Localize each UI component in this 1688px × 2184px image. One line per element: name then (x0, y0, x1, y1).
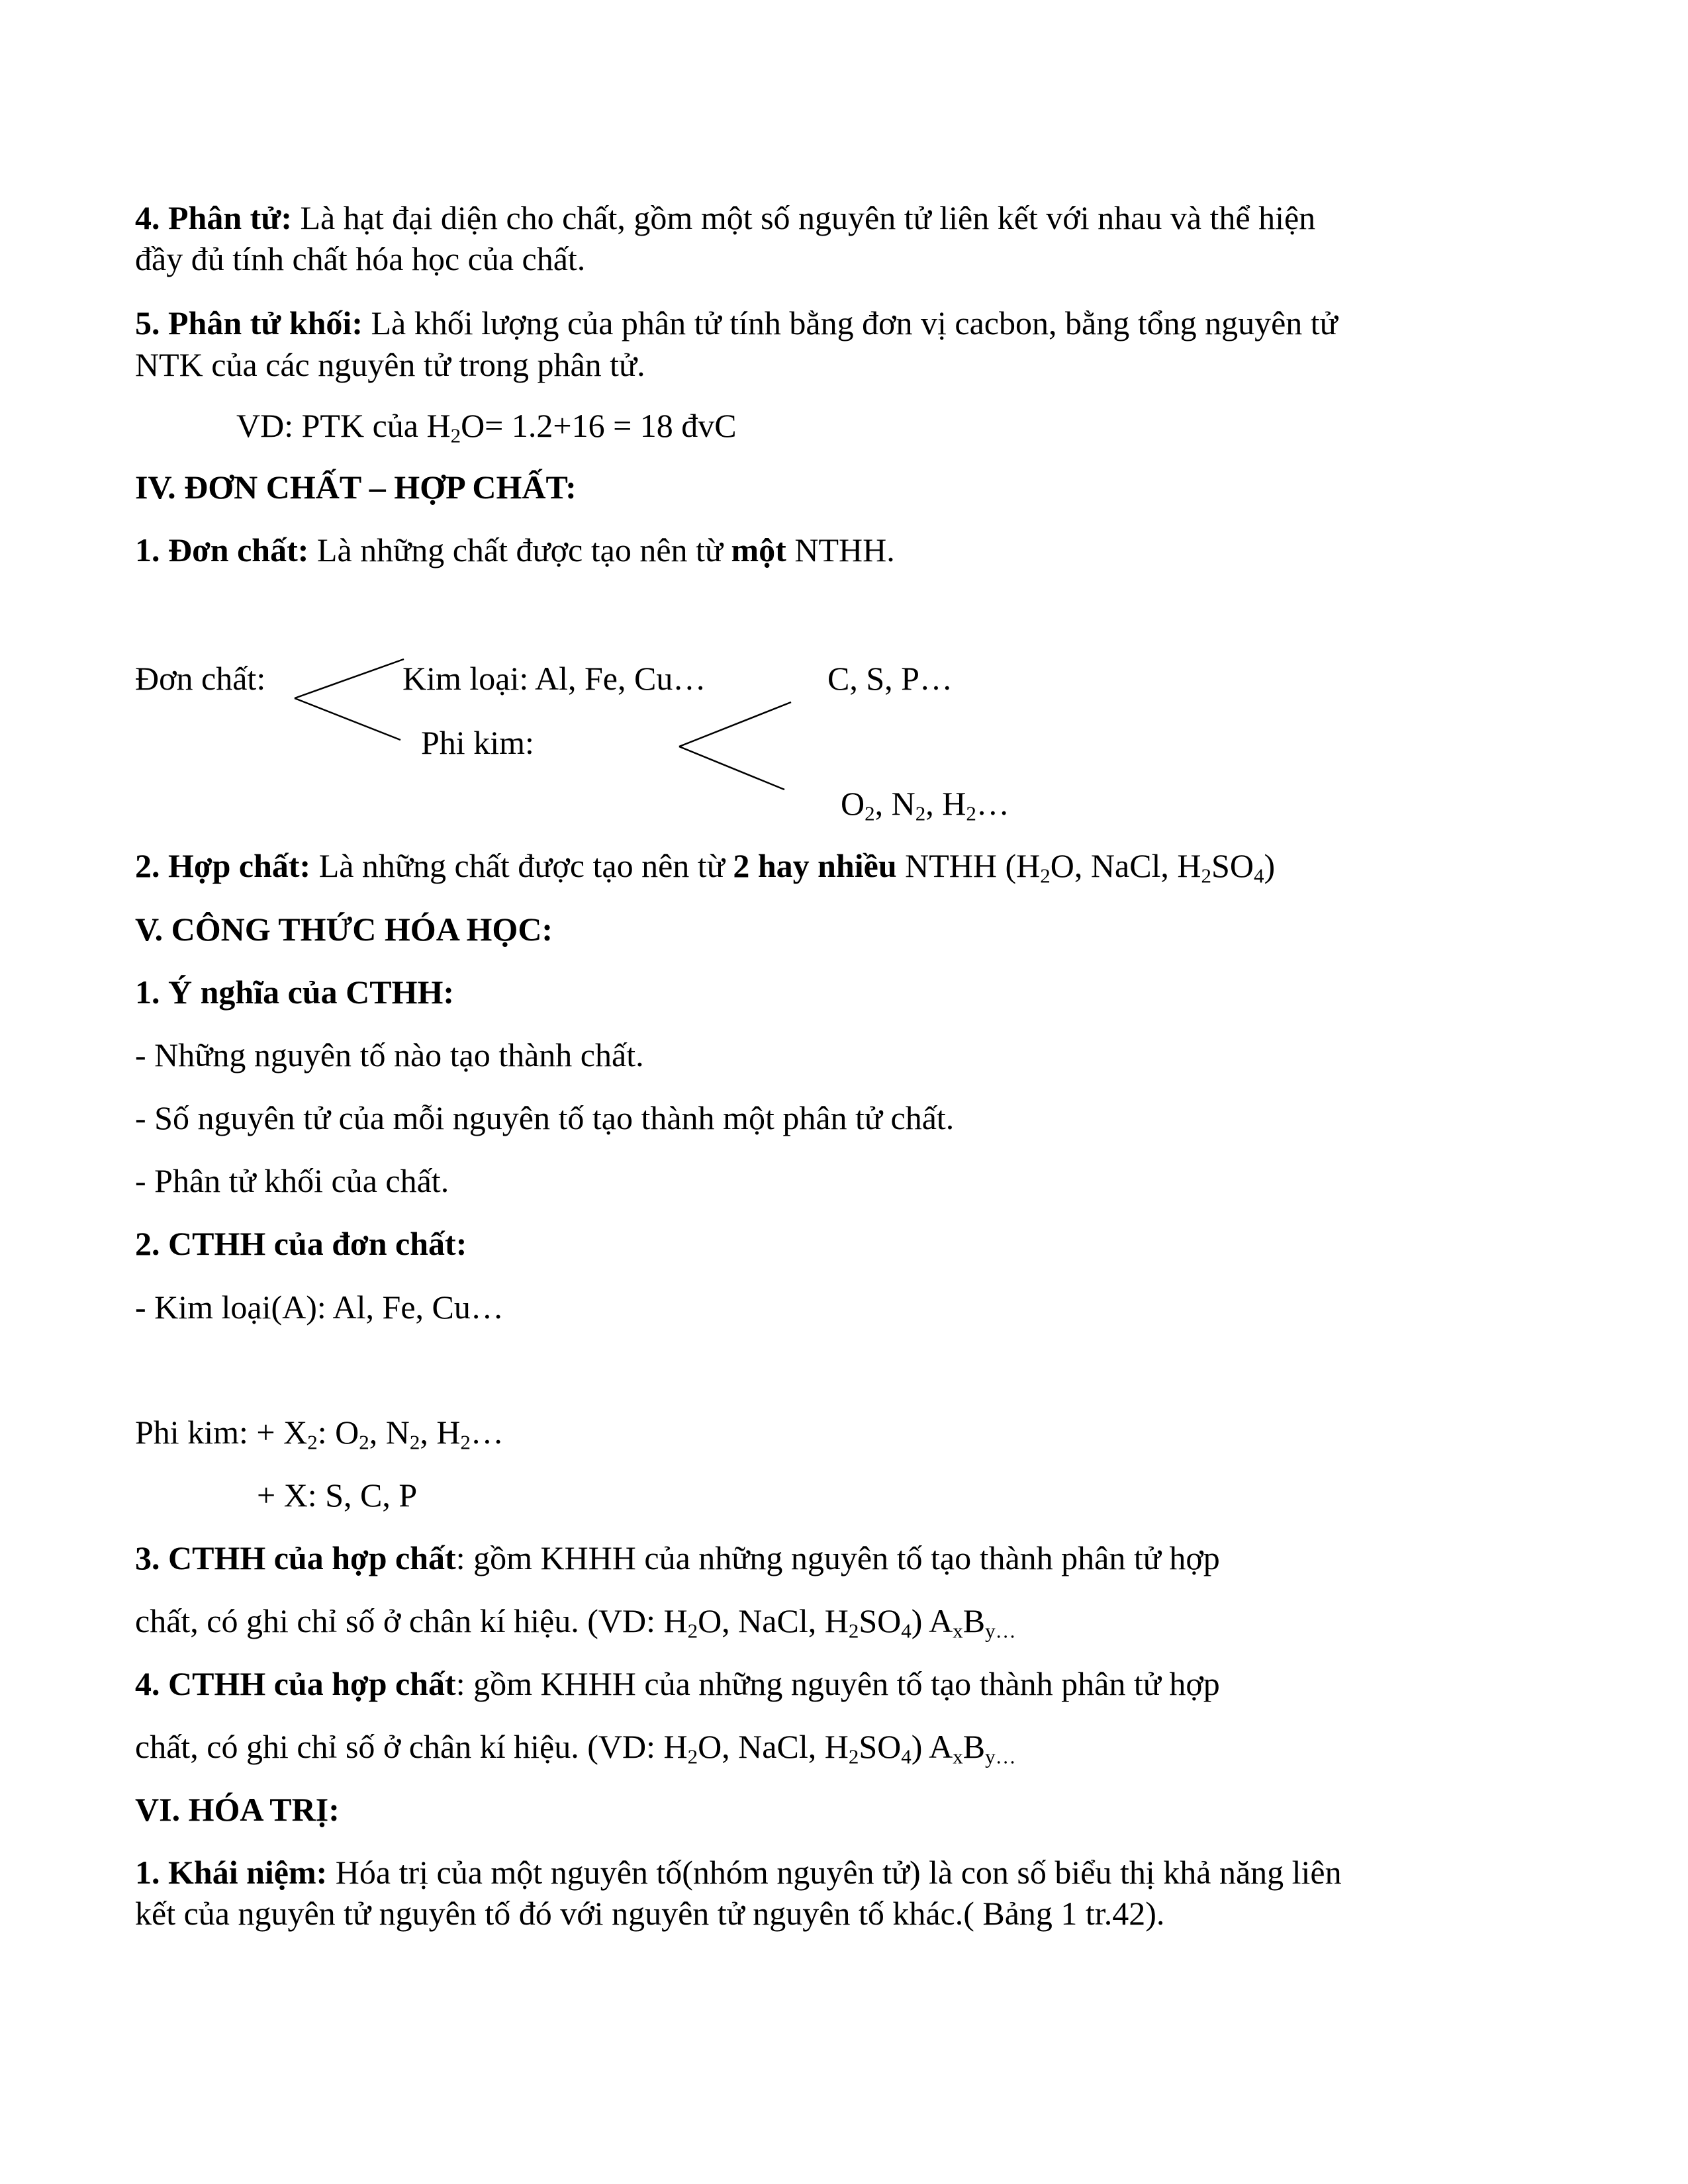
phan-tu-khoi-definition-line-1 (135, 302, 1338, 343)
y-nghia-bullet-3: - Phân tử khối của chất. (135, 1162, 449, 1199)
phan-tu-khoi-definition-line-2: NTK của các nguyên tử trong phân tử. (135, 346, 645, 383)
don-chat-definition: 1. Đơn chất: Là những chất được tạo nên từ một NTHH. (135, 531, 895, 569)
diagram-nonmetal-label: Phi kim: (421, 724, 534, 761)
phan-tu-khoi-heading: 5. Phân tử khối: (135, 304, 363, 341)
section-v-title: V. CÔNG THỨC HÓA HỌC: (135, 911, 553, 948)
phan-tu-heading: 4. Phân tử: (135, 199, 292, 236)
diagram-root-branch (291, 655, 410, 741)
cthh-hop-chat-4-heading: 4. CTHH của hợp chất (135, 1665, 456, 1702)
phan-tu-khoi-text: Là khối lượng của phân tử tính bằng đơn vị cacbon, bằng tổng nguyên tử (362, 304, 1338, 341)
y-nghia-bullet-1: - Những nguyên tố nào tạo thành chất. (135, 1036, 644, 1073)
y-nghia-heading: 1. Ý nghĩa của CTHH: (135, 974, 455, 1011)
hop-chat-definition: 2. Hợp chất: Là những chất được tạo nên từ 2 hay nhiều NTHH ($H_2O$, NaCl, $H_2SO_4$) (135, 847, 1276, 887)
diagram-diatomic-label: $O_2$, $N_2$, $H_2\dots$ (841, 785, 1009, 825)
branch-line-atoms (679, 702, 791, 747)
diagram-nonmetal-branch (675, 698, 794, 791)
khai-niem-line-1: 1. Khái niệm: Hóa trị của một nguyên tố(nhóm nguyên tử) là con số biểu thị khả năng liên (135, 1854, 1342, 1891)
cthh-hop-chat-3-line-2: chất, có ghi chỉ số ở chân kí hiệu. (VD: $H_2O$, NaCl, $H_2SO_4$) $A_xB_{y\dots}$ (135, 1602, 1016, 1643)
cthh-kim-loai: - Kim loại(A): Al, Fe, Cu… (135, 1289, 504, 1326)
ptk-example: VD: PTK của $H_2O= 1.2+16 = 18$ đvC (236, 407, 737, 447)
diagram-root-label: Đơn chất: (135, 660, 266, 697)
cthh-phi-kim-x: + X: S, C, P (257, 1477, 418, 1514)
diagram-atoms-label: C, S, P… (827, 660, 953, 697)
branch-line-metal (295, 659, 404, 698)
branch-line-diatomic (679, 747, 784, 790)
branch-line-nonmetal (295, 698, 400, 740)
cthh-hop-chat-3-line-1: 3. CTHH của hợp chất: gồm KHHH của những nguyên tố tạo thành phân tử hợp (135, 1539, 1220, 1576)
cthh-phi-kim-x2: Phi kim: + $X_2$: $O_2$, $N_2$, $H_2\dots$ (135, 1414, 504, 1454)
section-iv-title: IV. ĐƠN CHẤT – HỢP CHẤT: (135, 469, 577, 506)
phan-tu-definition-line-2: đầy đủ tính chất hóa học của chất. (135, 240, 586, 277)
cthh-hop-chat-3-heading: 3. CTHH của hợp chất (135, 1539, 456, 1576)
cthh-hop-chat-4-line-2: chất, có ghi chỉ số ở chân kí hiệu. (VD: $H_2O$, NaCl, $H_2SO_4$) $A_xB_{y\dots}$ (135, 1728, 1016, 1768)
phan-tu-text: Là hạt đại diện cho chất, gồm một số nguyên tử liên kết với nhau và thể hiện (291, 199, 1316, 236)
khai-niem-line-2: kết của nguyên tử nguyên tố đó với nguyên tử nguyên tố khác.( Bảng 1 tr.42). (135, 1895, 1165, 1932)
phan-tu-definition-line-1 (135, 197, 1315, 238)
diagram-metal-label: Kim loại: Al, Fe, Cu… (402, 660, 706, 697)
don-chat-heading: 1. Đơn chất: (135, 531, 309, 569)
cthh-hop-chat-4-line-1: 4. CTHH của hợp chất: gồm KHHH của những nguyên tố tạo thành phân tử hợp (135, 1665, 1220, 1702)
y-nghia-bullet-2: - Số nguyên tử của mỗi nguyên tố tạo thành một phân tử chất. (135, 1099, 955, 1136)
khai-niem-heading: 1. Khái niệm: (135, 1854, 328, 1891)
section-vi-title: VI. HÓA TRỊ: (135, 1791, 340, 1828)
hop-chat-heading: 2. Hợp chất: (135, 847, 311, 884)
cthh-don-chat-heading: 2. CTHH của đơn chất: (135, 1225, 467, 1262)
